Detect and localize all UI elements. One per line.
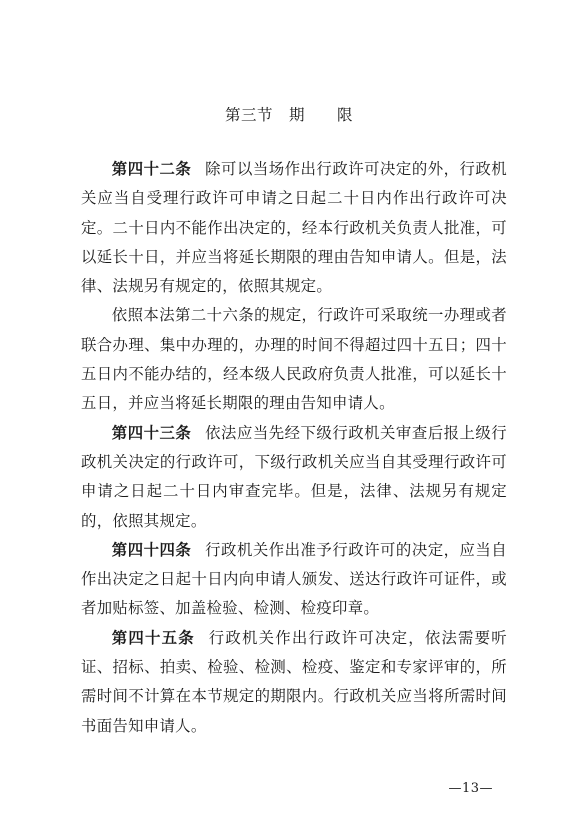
article-number: 第四十二条 — [111, 160, 192, 178]
page-number: —13— — [448, 781, 493, 796]
section-title: 第三节 期 限 — [224, 106, 353, 124]
paragraph-text: 行政机关作出准予行政许可的决定，应当自作出决定之日起十日内向申请人颁发、送达行政许可证件，或者加贴标签、加盖检验、检测、检疫印章。 — [81, 540, 507, 618]
article-number: 第四十四条 — [111, 540, 192, 559]
paragraph-article-43 — [81, 419, 507, 536]
paragraph-text: 除可以当场作出行政许可决定的外，行政机关应当自受理行政许可申请之日起二十日内作出行政许可决定。二十日内不能作出决定的，经本行政机关负责人批准，可以延长十日，并应当将延长期限的理由告知申请人。但是，法律、法规另有规定的，依照其规定。 — [81, 160, 507, 296]
paragraph-article-42 — [81, 155, 507, 301]
paragraph-text: 依法应当先经下级行政机关审查后报上级行政机关决定的行政许可，下级行政机关应当自其受理行政许可申请之日起二十日内审查完毕。但是，法律、法规另有规定的，依照其规定。 — [81, 423, 507, 530]
paragraph-text: 行政机关作出行政许可决定，依法需要听证、招标、拍卖、检验、检测、检疫、鉴定和专家评审的，所需时间不计算在本节规定的期限内。行政机关应当将所需时间书面告知申请人。 — [81, 628, 507, 735]
paragraph-article-45 — [81, 624, 507, 741]
paragraph-article-44 — [81, 536, 507, 624]
article-number: 第四十五条 — [111, 628, 195, 647]
paragraph-text: 依照本法第二十六条的规定，行政许可采取统一办理或者联合办理、集中办理的，办理的时间不得超过四十五日；四十五日内不能办结的，经本级人民政府负责人批准，可以延长十五日，并应当将延长期限的理由告知申请人。 — [81, 306, 507, 413]
article-number: 第四十三条 — [111, 423, 192, 442]
paragraph-article-42-continued — [81, 301, 507, 418]
document-body — [81, 155, 507, 741]
